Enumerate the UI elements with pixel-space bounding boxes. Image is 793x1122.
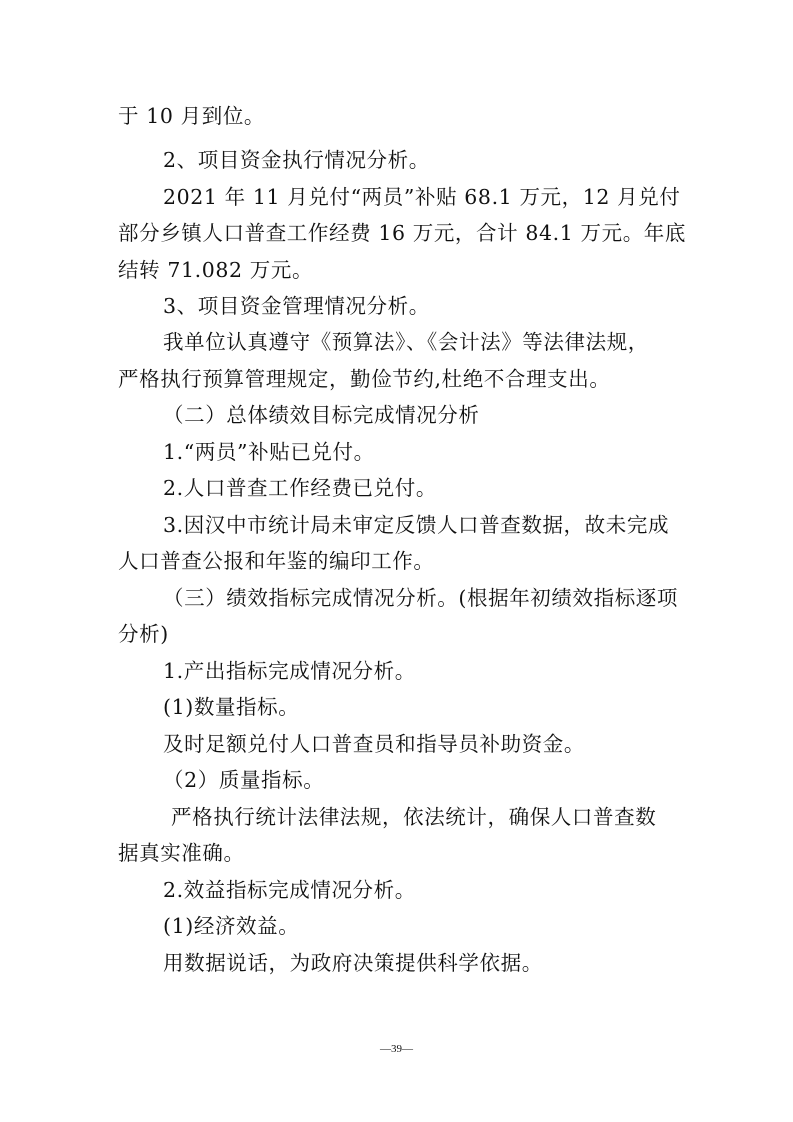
page-number: —39— <box>380 1043 413 1055</box>
text-line-8: 严格执行预算管理规定，勤俭节约,杜绝不合理支出。 <box>118 367 611 391</box>
text-line-23: (1)经济效益。 <box>163 914 300 938</box>
text-line-12: 3.因汉中市统计局未审定反馈人口普查数据，故未完成 <box>163 513 670 537</box>
text-line-20: 严格执行统计法律法规，依法统计，确保人口普查数 <box>171 805 657 829</box>
text-line-21: 据真实准确。 <box>118 841 245 865</box>
text-line-3: 2021 年 11 月兑付“两员”补贴 68.1 万元，12 月兑付 <box>163 185 681 209</box>
text-line-4: 部分乡镇人口普查工作经费 16 万元，合计 84.1 万元。年底 <box>118 221 686 245</box>
section-heading-3: （三）绩效指标完成情况分析。(根据年初绩效指标逐项 <box>163 586 678 610</box>
text-line-16: 1.产出指标完成情况分析。 <box>163 659 416 683</box>
text-line-22: 2.效益指标完成情况分析。 <box>163 878 416 902</box>
section-heading-2: （二）总体绩效目标完成情况分析 <box>163 403 480 427</box>
text-line-10: 1.“两员”补贴已兑付。 <box>163 440 375 464</box>
text-line-15: 分析) <box>118 622 169 646</box>
text-line-1: 于 10 月到位。 <box>118 104 266 128</box>
text-line-6: 3、项目资金管理情况分析。 <box>163 294 430 318</box>
text-line-7: 我单位认真遵守《预算法》、《会计法》等法律法规， <box>163 330 649 354</box>
text-line-19: （2）质量指标。 <box>163 768 325 792</box>
text-line-2: 2、项目资金执行情况分析。 <box>163 148 430 172</box>
text-line-5: 结转 71.082 万元。 <box>118 258 314 282</box>
text-line-17: (1)数量指标。 <box>163 695 300 719</box>
text-line-18: 及时足额兑付人口普查员和指导员补助资金。 <box>163 732 585 756</box>
text-line-24: 用数据说话，为政府决策提供科学依据。 <box>163 951 543 975</box>
text-line-13: 人口普查公报和年鉴的编印工作。 <box>118 549 435 573</box>
text-line-11: 2.人口普查工作经费已兑付。 <box>163 476 437 500</box>
